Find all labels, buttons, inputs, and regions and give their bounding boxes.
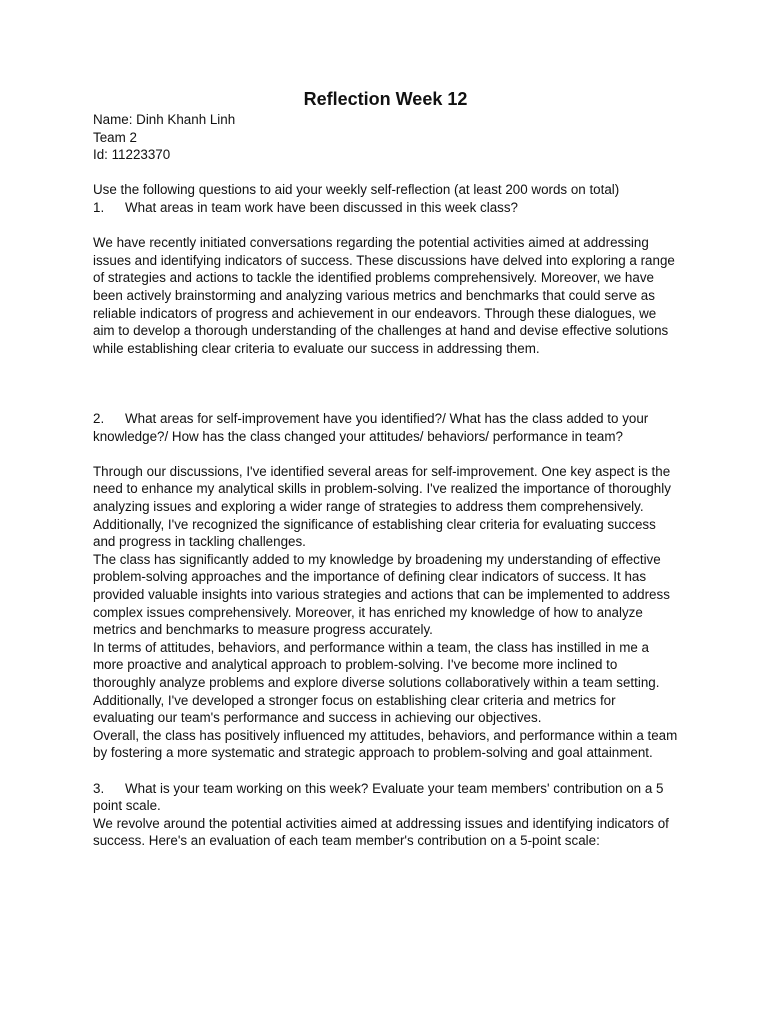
answer-2-paragraph-3: In terms of attitudes, behaviors, and performance within a team, the class has instilled in me a more proactive and analytical approach to problem-solving. I've become more inclined to thoroughly analyze problems and explore diverse solutions collaboratively within a team setting. Additionally, I've developed a stronger focus on establishing clear criteria and metrics for evaluating our team's performance and success in achieving our objectives. [93,639,660,726]
question-3 [93,780,678,815]
spacer [93,164,678,182]
question-2 [93,410,678,445]
instructions: Use the following questions to aid your weekly self-reflection (at least 200 words on total) [93,182,620,198]
spacer [93,445,678,463]
answer-2-paragraph-4: Overall, the class has positively influenced my attitudes, behaviors, and performance within a team by fostering a more systematic and strategic approach to problem-solving and goal attainment. [93,727,678,761]
question-number: 1. [93,199,105,215]
spacer [93,357,678,410]
document-title: Reflection Week 12 [303,89,468,109]
answer-2-paragraph-2: The class has significantly added to my knowledge by broadening my understanding of effective problem-solving approaches and the importance of defining clear indicators of success. It has provided valuable insights into various strategies and actions that can be implemented to address complex issues comprehensively. Moreover, it has enriched my knowledge of how to analyze metrics and benchmarks to measure progress accurately. [93,551,670,638]
question-number: 2. [93,411,105,427]
team-number: Team 2 [93,129,137,145]
question-text: What areas in team work have been discussed in this week class? [125,199,518,215]
answer-1-paragraph: We have recently initiated conversations regarding the potential activities aimed at addressing issues and identifying indicators of success. These discussions have delved into exploring a range of strategies and actions to tackle the identified problems comprehensively. Moreover, we have been actively brainstorming and analyzing various metrics and benchmarks that could serve as reliable indicators of progress and achievement in our endeavors. Through these dialogues, we aim to develop a thorough understanding of the challenges at hand and devise effective solutions while establishing clear criteria to evaluate our success in addressing them. [93,235,675,356]
spacer [93,762,678,780]
answer-3-paragraph: We revolve around the potential activities aimed at addressing issues and identifying indicators of success. Here's an evaluation of each team member's contribution on a 5-point scale: [93,815,669,849]
student-id: Id: 11223370 [93,147,171,163]
question-text: What is your team working on this week? Evaluate your team members' contribution on a 5 point scale. [93,780,664,814]
answer-2-paragraph-1: Through our discussions, I've identified several areas for self-improvement. One key aspect is the need to enhance my analytical skills in problem-solving. I've realized the importance of thoroughly analyzing issues and exploring a wider range of strategies to address them comprehensively. Additionally, I've recognized the significance of establishing clear criteria for evaluating success and progress in tackling challenges. [93,463,671,550]
question-1 [93,199,678,217]
student-name: Name: Dinh Khanh Linh [93,112,236,127]
document-page [93,88,678,850]
spacer [93,217,678,235]
question-number: 3. [93,780,105,796]
question-text: What areas for self-improvement have you identified?/ What has the class added to your knowledge?/ How has the class changed your attitudes/ behaviors/ performance in team? [93,411,649,444]
